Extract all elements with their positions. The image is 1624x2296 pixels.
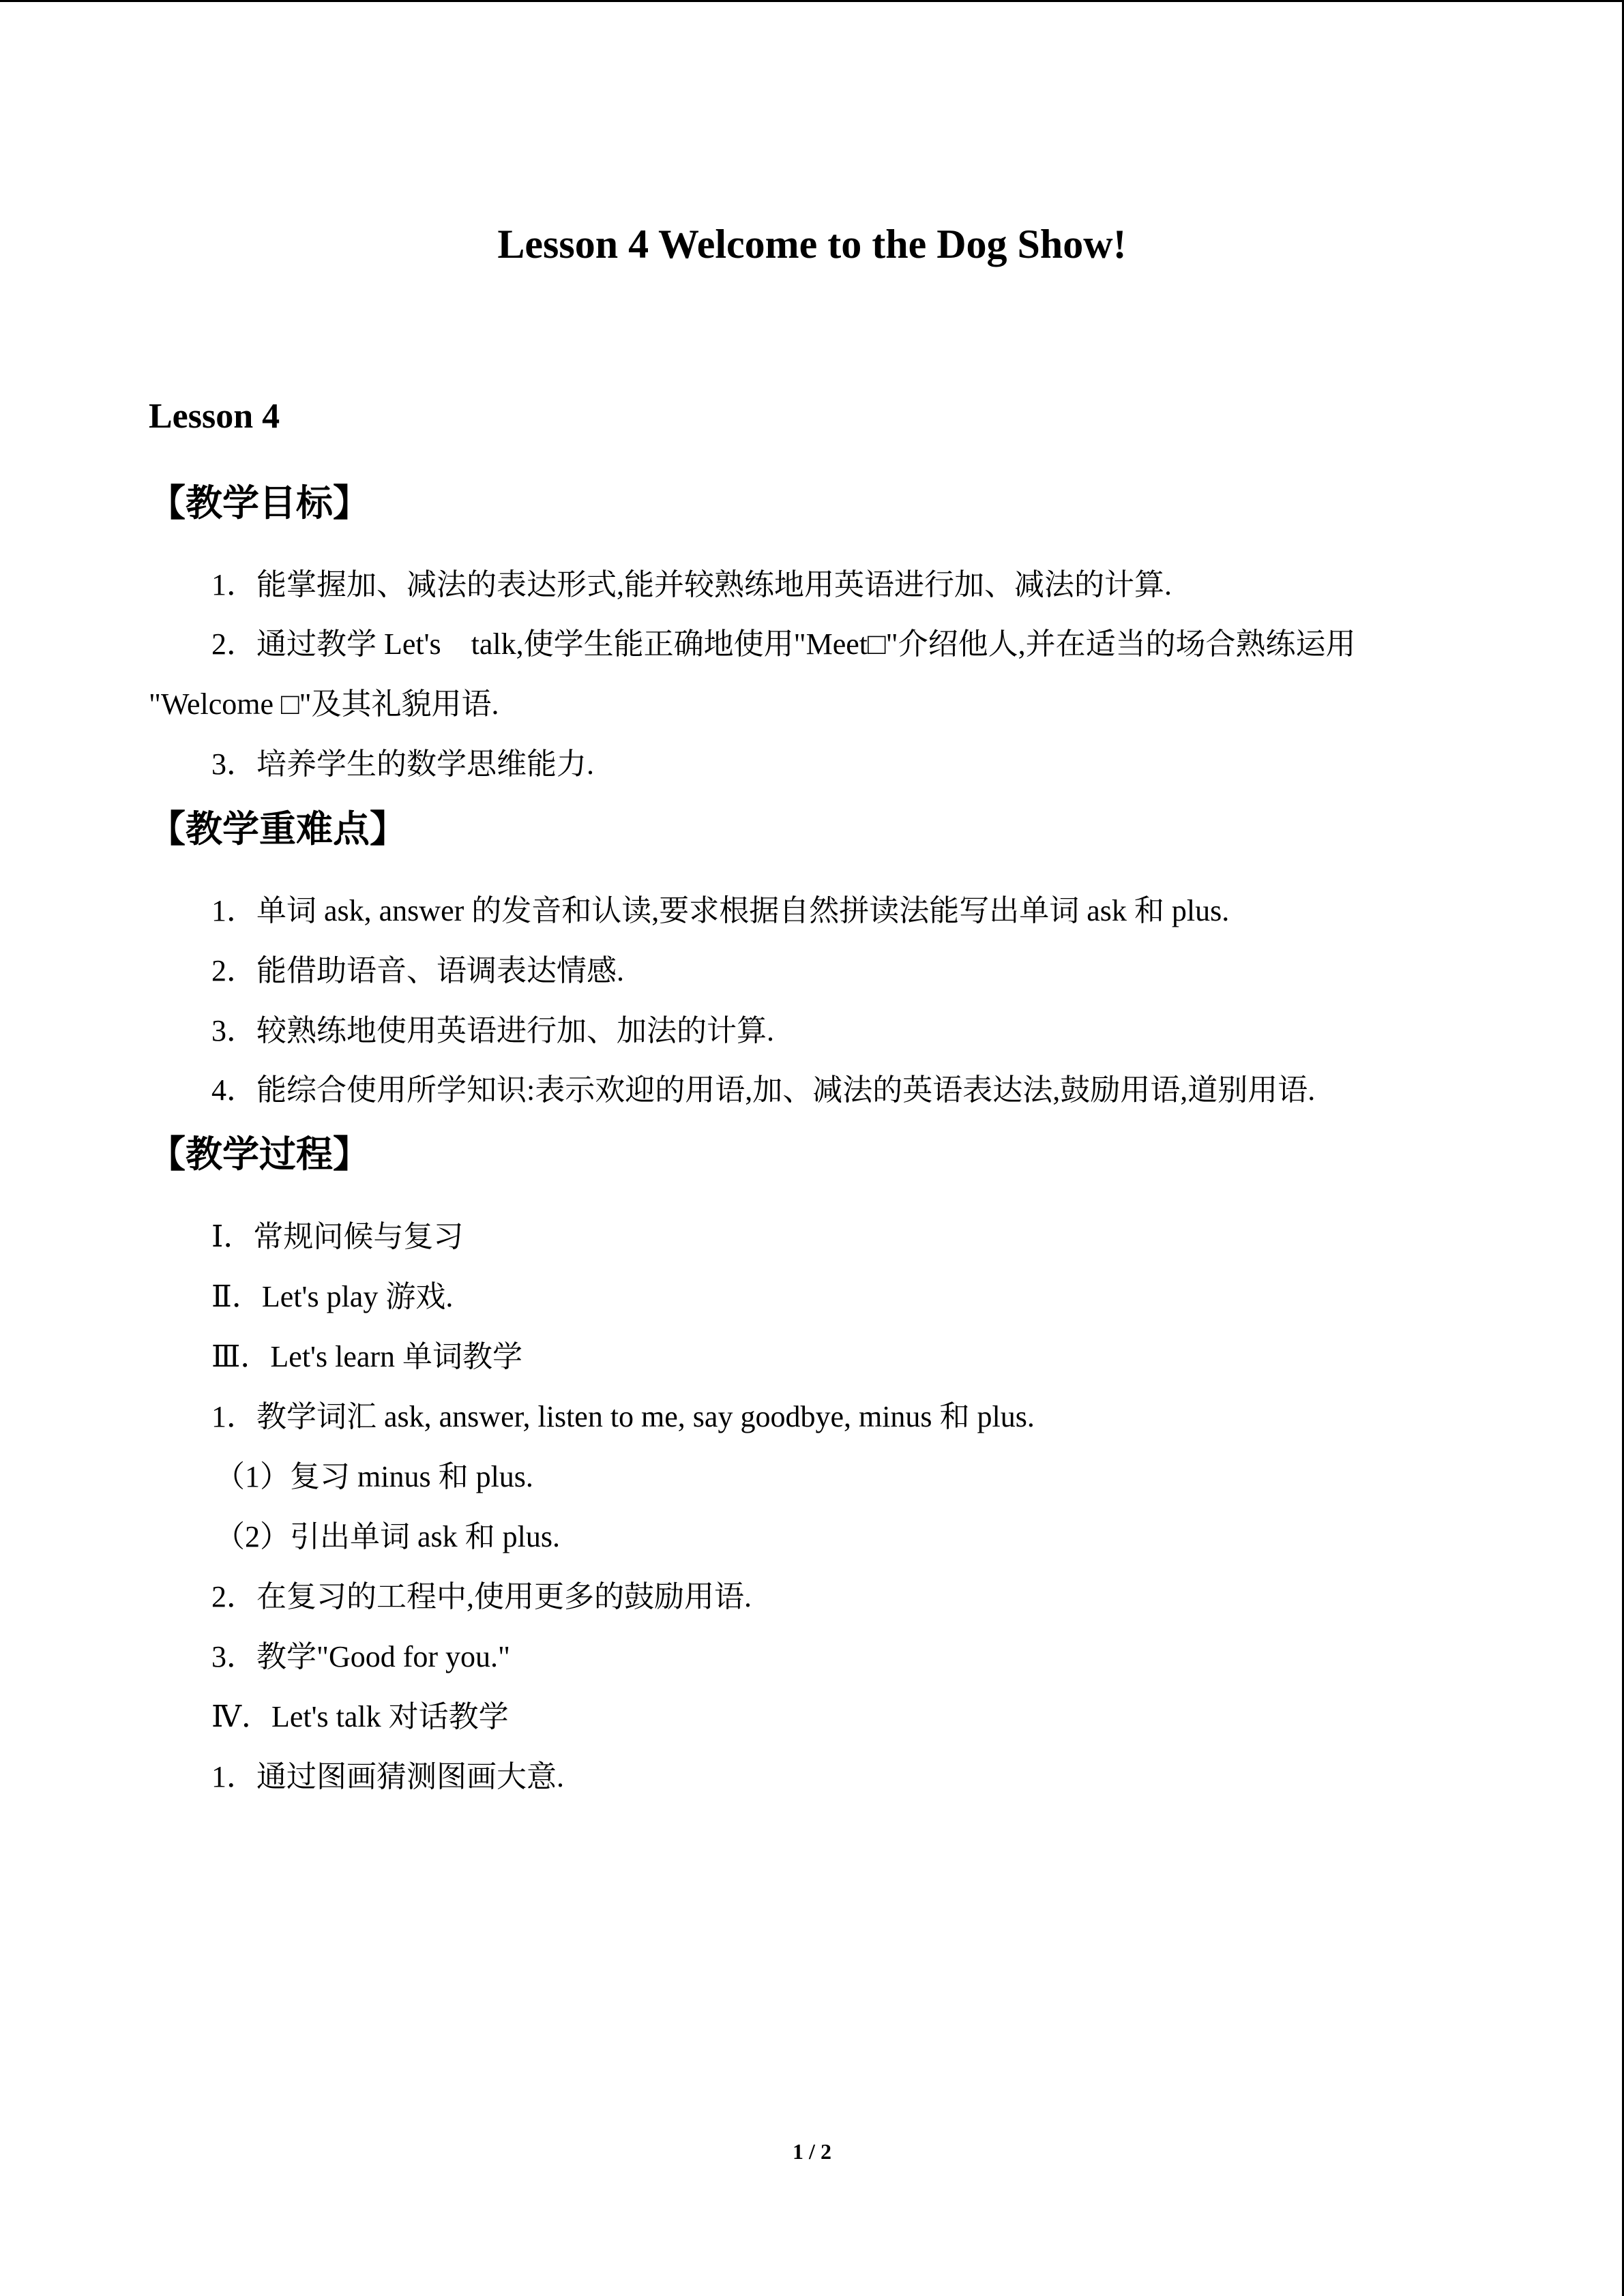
process-step-3: Ⅲ．Let's learn 单词教学	[211, 1340, 523, 1373]
process-substep-1: 1．教学词汇 ask, answer, listen to me, say goodbye, minus 和 plus.	[211, 1400, 1035, 1433]
key-point-item-2: 2．能借助语音、语调表达情感.	[211, 954, 624, 987]
process-substep-2: 2．在复习的工程中,使用更多的鼓励用语.	[211, 1580, 752, 1613]
objective-item-2-continued: "Welcome □"及其礼貌用语.	[149, 687, 499, 721]
section-heading-key-points: 【教学重难点】	[149, 807, 407, 850]
process-subitem-2: （2）引出单词 ask 和 plus.	[215, 1520, 560, 1553]
process-subitem-1: （1）复习 minus 和 plus.	[215, 1460, 533, 1493]
process-substep-4: 1．通过图画猜测图画大意.	[211, 1760, 564, 1793]
section-heading-process: 【教学过程】	[149, 1133, 370, 1176]
process-substep-3: 3．教学"Good for you."	[211, 1640, 511, 1673]
key-point-item-1: 1．单词 ask, answer 的发音和认读,要求根据自然拼读法能写出单词 ask 和 plus.	[211, 894, 1230, 927]
process-step-2: Ⅱ．Let's play 游戏.	[211, 1280, 454, 1313]
objective-item-3: 3．培养学生的数学思维能力.	[211, 747, 594, 781]
page-number: 1 / 2	[793, 2139, 831, 2164]
key-point-item-3: 3．较熟练地使用英语进行加、加法的计算.	[211, 1014, 774, 1047]
lesson-label: Lesson 4	[149, 397, 280, 436]
key-point-item-4: 4．能综合使用所学知识:表示欢迎的用语,加、减法的英语表达法,鼓励用语,道别用语.	[211, 1073, 1316, 1107]
process-step-1: Ⅰ．常规问候与复习	[211, 1220, 464, 1253]
process-step-4: Ⅳ．Let's talk 对话教学	[211, 1700, 509, 1733]
section-heading-objectives: 【教学目标】	[149, 481, 370, 524]
objective-item-1: 1．能掌握加、减法的表达形式,能并较熟练地用英语进行加、减法的计算.	[211, 568, 1172, 601]
document-title: Lesson 4 Welcome to the Dog Show!	[497, 222, 1127, 267]
objective-item-2: 2．通过教学 Let's talk,使学生能正确地使用"Meet□"介绍他人,并在适当的场合熟练运用	[211, 627, 1356, 661]
